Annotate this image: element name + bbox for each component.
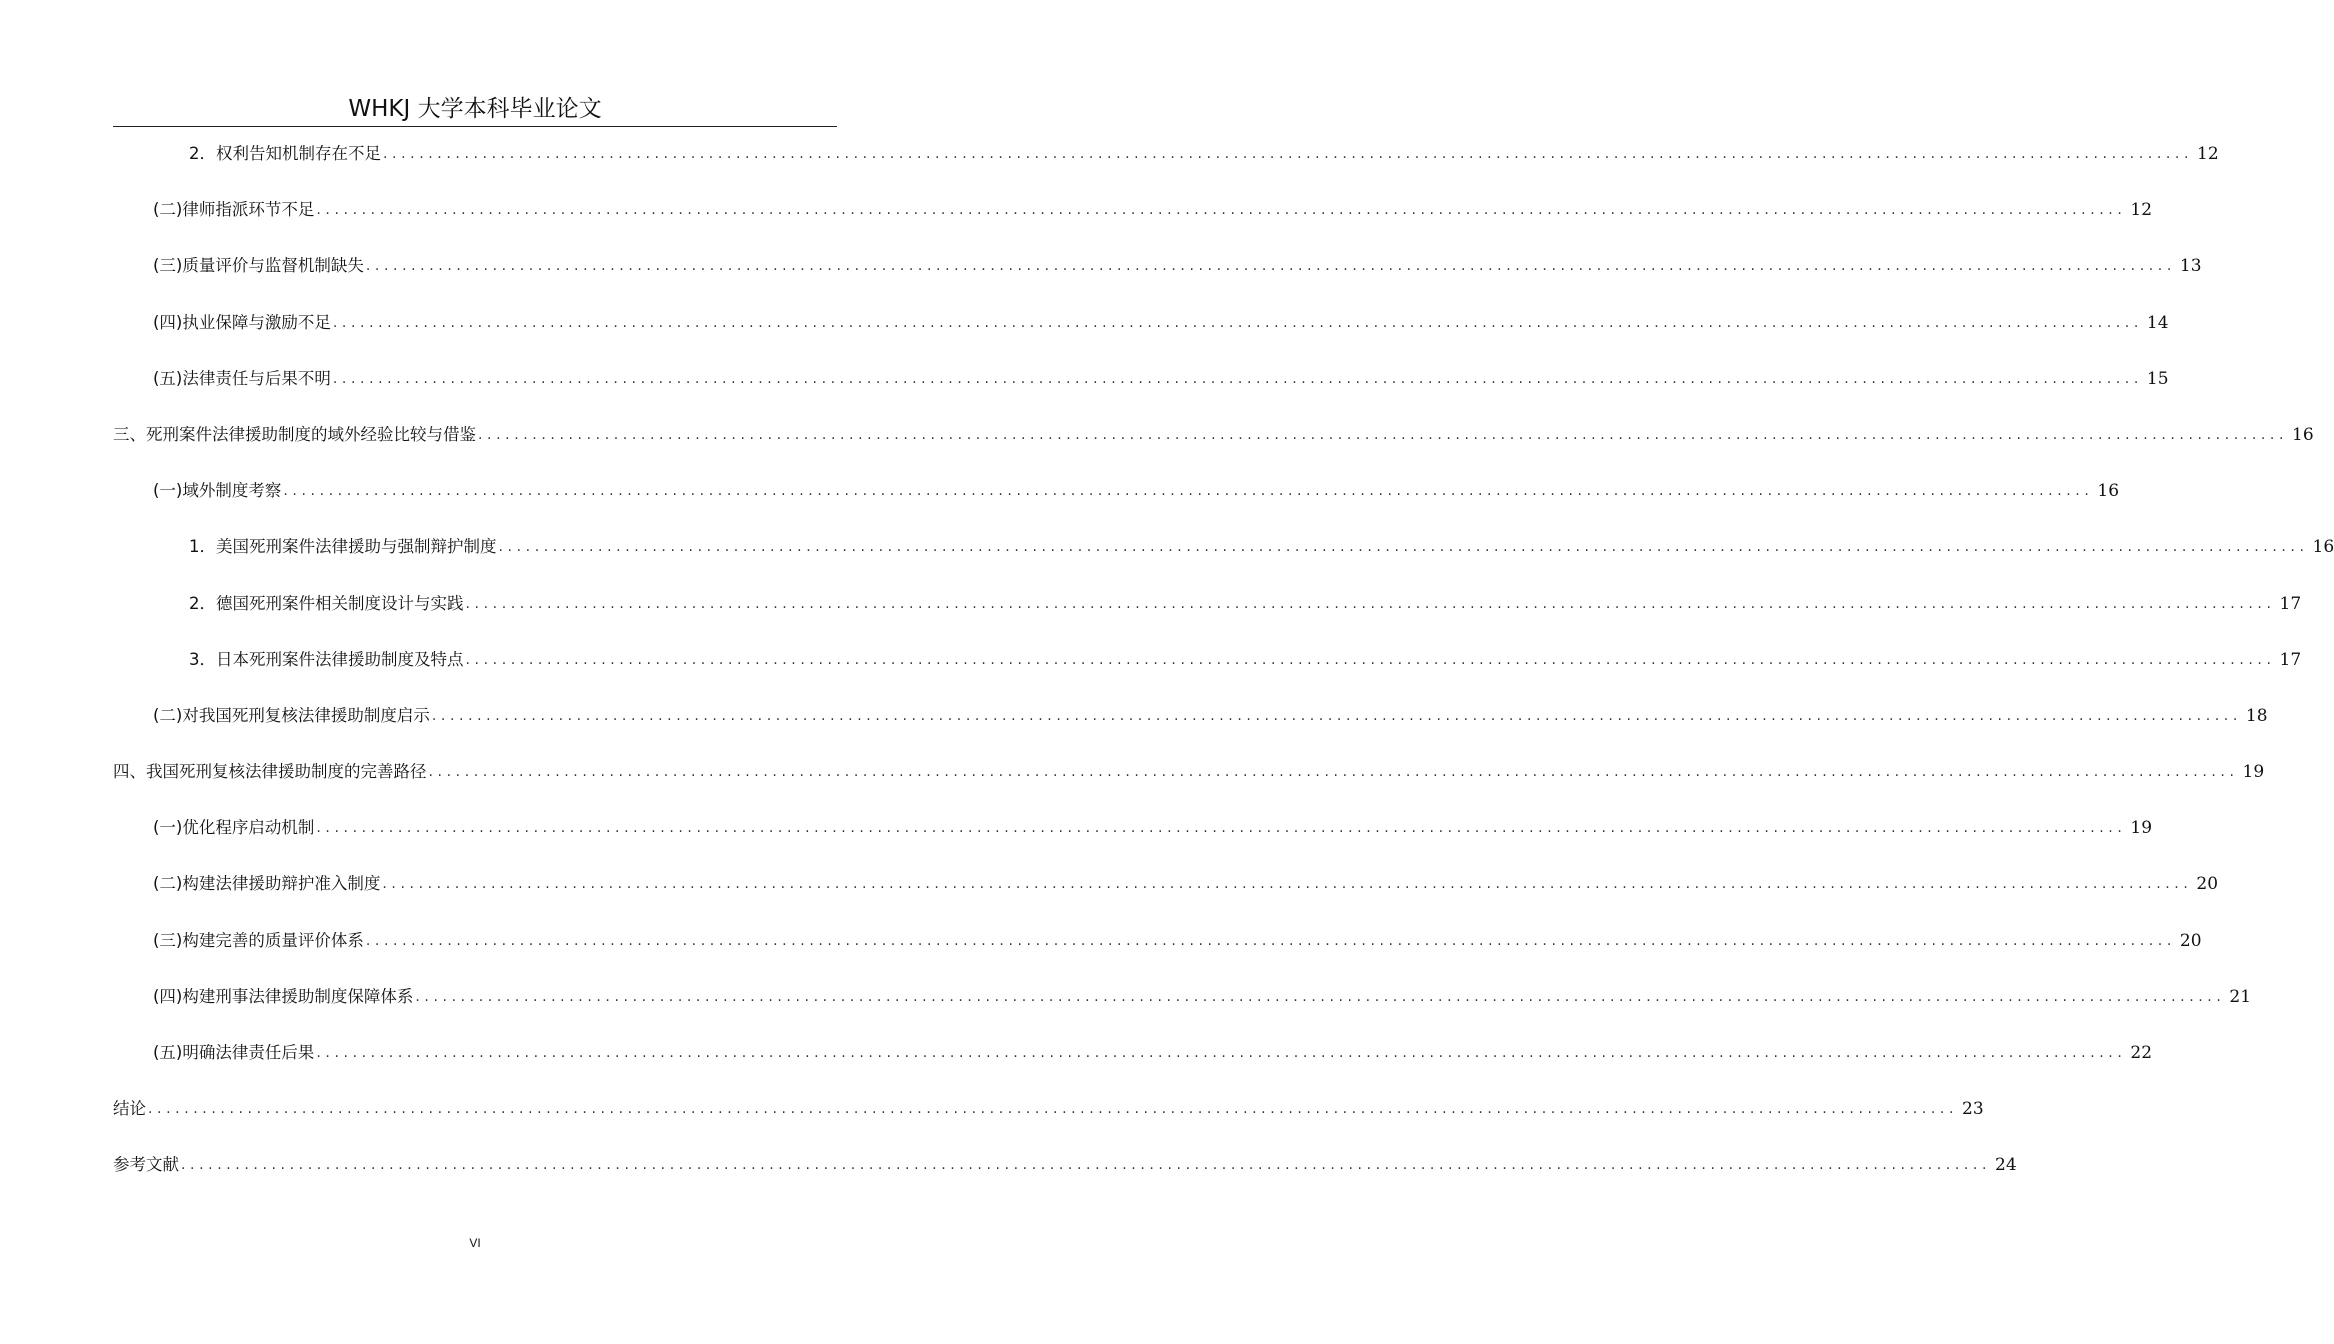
header-divider — [113, 126, 837, 127]
table-of-contents — [113, 140, 2334, 1208]
toc-entry[interactable] — [113, 533, 2334, 589]
toc-entry-page: 22 — [2130, 1043, 2153, 1063]
toc-entry[interactable] — [113, 814, 2153, 870]
toc-leader-dots: ........................................................................................................................................................................................................ — [478, 426, 2289, 443]
toc-entry-page: 19 — [2130, 818, 2153, 839]
toc-entry-page: 20 — [2196, 874, 2219, 895]
toc-leader-dots: ........................................................................................................................................................................................................ — [498, 539, 2309, 556]
toc-entry-title: 3．日本死刑案件法律援助制度及特点 — [189, 649, 464, 669]
toc-entry-title: (三)质量评价与监督机制缺失 — [153, 256, 364, 276]
toc-entry-title: (一)域外制度考察 — [153, 481, 282, 501]
toc-entry-title: (二)构建法律援助辩护准入制度 — [153, 874, 381, 894]
toc-entry-page: 24 — [1995, 1155, 2017, 1176]
toc-leader-dots: ........................................................................................................................................................................................................ — [465, 595, 2276, 612]
toc-entry[interactable] — [113, 1095, 1984, 1151]
toc-leader-dots: ........................................................................................................................................................................................................ — [431, 707, 2242, 724]
toc-entry-page: 23 — [1962, 1099, 1984, 1120]
toc-entry[interactable] — [113, 196, 2153, 252]
toc-entry-page: 15 — [2146, 368, 2169, 389]
toc-leader-dots: ........................................................................................................................................................................................................ — [332, 314, 2143, 331]
toc-entry-page: 17 — [2279, 649, 2302, 670]
toc-entry-title: (四)构建刑事法律援助制度保障体系 — [153, 986, 414, 1006]
toc-entry-title: (二)对我国死刑复核法律援助制度启示 — [153, 705, 430, 725]
toc-entry-title: (五)明确法律责任后果 — [153, 1043, 315, 1062]
toc-entry[interactable] — [113, 1039, 2153, 1095]
toc-leader-dots: ........................................................................................................................................................................................................ — [148, 1101, 1959, 1118]
toc-leader-dots: ........................................................................................................................................................................................................ — [382, 876, 2193, 893]
toc-leader-dots: ........................................................................................................................................................................................................ — [316, 202, 2127, 219]
toc-entry-title: 结论 — [113, 1099, 146, 1119]
toc-entry[interactable] — [113, 758, 2265, 814]
toc-entry[interactable] — [113, 983, 2252, 1039]
toc-entry-page: 12 — [2197, 144, 2219, 164]
toc-entry-page: 13 — [2179, 256, 2202, 277]
toc-entry[interactable] — [113, 590, 2302, 646]
toc-leader-dots: ........................................................................................................................................................................................................ — [365, 932, 2176, 949]
toc-leader-dots: ........................................................................................................................................................................................................ — [283, 483, 2094, 500]
toc-leader-dots: ........................................................................................................................................................................................................ — [332, 370, 2143, 387]
toc-leader-dots: ........................................................................................................................................................................................................ — [465, 651, 2276, 668]
toc-leader-dots: ........................................................................................................................................................................................................ — [415, 988, 2226, 1005]
toc-entry-title: (二)律师指派环节不足 — [153, 200, 315, 220]
toc-entry[interactable] — [113, 252, 2202, 308]
toc-entry-page: 16 — [2312, 537, 2334, 558]
toc-entry[interactable] — [113, 309, 2169, 365]
page-header-title: WHKJ 大学本科毕业论文 — [348, 96, 602, 122]
toc-leader-dots: ........................................................................................................................................................................................................ — [316, 1045, 2127, 1061]
toc-entry-page: 16 — [2292, 424, 2314, 445]
toc-entry-page: 12 — [2130, 200, 2153, 221]
toc-entry[interactable] — [113, 927, 2202, 983]
toc-entry-page: 16 — [2097, 481, 2120, 502]
toc-entry-title: 四、我国死刑复核法律援助制度的完善路径 — [113, 762, 427, 782]
toc-entry-title: 2．德国死刑案件相关制度设计与实践 — [189, 593, 464, 613]
toc-entry[interactable] — [113, 1151, 2017, 1207]
toc-leader-dots: ........................................................................................................................................................................................................ — [428, 764, 2239, 781]
toc-entry[interactable] — [113, 477, 2120, 533]
toc-entry-title: (三)构建完善的质量评价体系 — [153, 930, 364, 950]
toc-entry-title: (四)执业保障与激励不足 — [153, 312, 331, 332]
toc-entry-title: 三、死刑案件法律援助制度的域外经验比较与借鉴 — [113, 424, 476, 444]
toc-entry-page: 19 — [2242, 762, 2265, 783]
toc-entry[interactable] — [113, 421, 2314, 477]
toc-leader-dots: ........................................................................................................................................................................................................ — [316, 820, 2127, 837]
toc-entry-title: (五)法律责任与后果不明 — [153, 368, 331, 388]
toc-entry[interactable] — [113, 646, 2302, 702]
toc-entry-page: 20 — [2179, 930, 2202, 951]
toc-entry-page: 21 — [2229, 986, 2252, 1007]
toc-entry[interactable] — [113, 365, 2169, 421]
page-number: VI — [469, 1236, 481, 1250]
toc-entry-page: 14 — [2146, 312, 2169, 333]
toc-entry-title: 2．权利告知机制存在不足 — [189, 144, 381, 163]
toc-entry-title: (一)优化程序启动机制 — [153, 818, 315, 838]
toc-entry-title: 参考文献 — [113, 1155, 179, 1175]
toc-entry[interactable] — [113, 140, 2219, 196]
toc-entry[interactable] — [113, 870, 2219, 926]
toc-leader-dots: ........................................................................................................................................................................................................ — [383, 146, 2194, 162]
toc-entry-page: 17 — [2279, 593, 2302, 614]
toc-leader-dots: ........................................................................................................................................................................................................ — [365, 258, 2176, 275]
toc-entry-title: 1．美国死刑案件法律援助与强制辩护制度 — [189, 537, 497, 557]
toc-leader-dots: ........................................................................................................................................................................................................ — [181, 1157, 1992, 1174]
toc-entry[interactable] — [113, 702, 2268, 758]
toc-entry-page: 18 — [2245, 705, 2268, 726]
